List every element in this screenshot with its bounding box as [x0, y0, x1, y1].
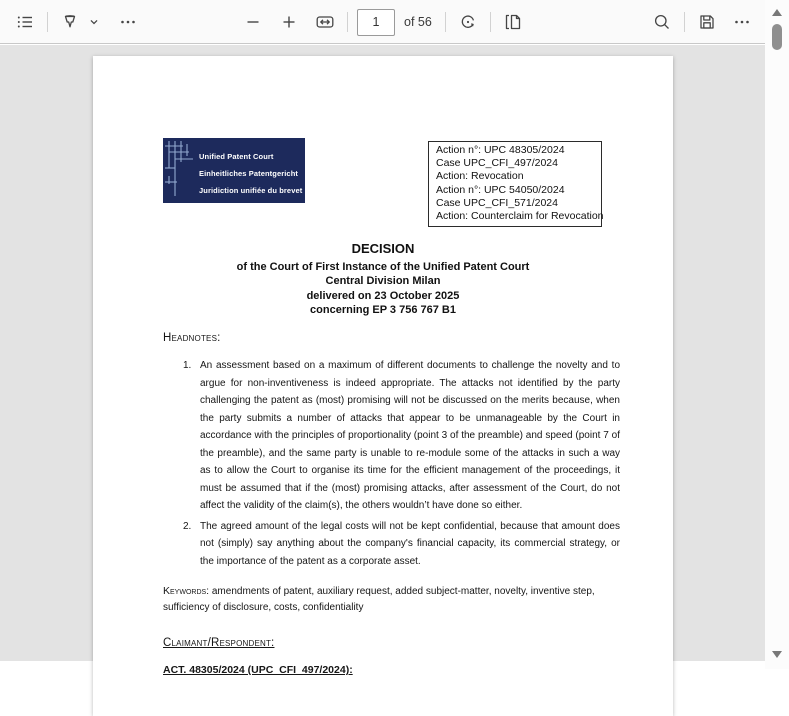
headnote-text: The agreed amount of the legal costs will not be kept confidential, because that amount does not (simply) say anything about the company's financial capacity, its commercial strategy, or the importance of the patent as a corporate asset.	[200, 520, 620, 567]
ellipsis-icon	[732, 12, 752, 32]
toolbar-divider	[445, 12, 446, 32]
rotate-icon	[458, 12, 478, 32]
toolbar-divider	[490, 12, 491, 32]
upc-logo-text	[199, 148, 302, 199]
search-icon	[652, 12, 672, 32]
keywords-text: amendments of patent, auxiliary request, added subject-matter, novelty, inventive step, sufficiency of disclosure, costs, confidentiality	[163, 586, 595, 613]
zoom-out-button[interactable]	[238, 7, 268, 37]
case-box-line: Action: Counterclaim for Revocation	[436, 210, 604, 223]
subtitle-line: concerning EP 3 756 767 B1	[310, 304, 456, 317]
logo-line: Einheitliches Patentgericht	[199, 169, 298, 178]
subtitle-line: of the Court of First Instance of the Unified Patent Court	[236, 261, 530, 273]
search-button[interactable]	[647, 7, 677, 37]
case-box-line: Action: Revocation	[436, 170, 524, 183]
draw-highlighter-button[interactable]	[55, 7, 85, 37]
headnotes-heading: Headnotes:	[163, 332, 221, 344]
headnotes-list	[183, 357, 620, 570]
toolbar-left-group	[10, 7, 143, 37]
vertical-scrollbar[interactable]	[765, 0, 789, 669]
pdf-page-1	[93, 56, 673, 716]
fit-width-icon	[315, 12, 335, 32]
zoom-in-button[interactable]	[274, 7, 304, 37]
rotate-button[interactable]	[453, 7, 483, 37]
more-tools-button[interactable]	[113, 7, 143, 37]
subtitle-line: Central Division Milan	[325, 275, 441, 288]
scrollbar-thumb[interactable]	[772, 24, 782, 50]
table-of-contents-icon	[15, 12, 35, 32]
pdf-viewer-canvas[interactable]	[0, 45, 765, 676]
logo-line: Unified Patent Court	[199, 152, 274, 161]
upc-logo-pattern	[163, 138, 197, 208]
headnote-number: 1.	[183, 360, 192, 371]
case-box-line: Action n°: UPC 54050/2024	[436, 183, 565, 196]
page-count-label: of 56	[404, 15, 432, 29]
logo-line: Juridiction unifiée du brevet	[199, 186, 303, 195]
decision-title-block	[93, 241, 673, 318]
document-title: DECISION	[351, 241, 415, 256]
highlighter-pen-icon	[60, 12, 80, 32]
toolbar-divider	[347, 12, 348, 32]
minus-icon	[243, 12, 263, 32]
toolbar-divider	[47, 12, 48, 32]
headnote-text: An assessment based on a maximum of different documents to challenge the novelty and to argue for non-inventiveness is indeed appropriate. The attacks not identified by the party challenging the patent as (most) promising will not be discussed on the merits because, when the party submits a number of attacks that appear to be unmanageable by the Court in accordance with the principles of proportionality (point 3 of the preamble) and speed (point 7 of the preamble), and the same party is unable to re-module some of the attacks in such a way as to allow the Court to organise its time for the efficient management of the proceedings, it must be assumed that if the (most) promising attacks, after assessment of the Court, do not affect the validity of the claim(s), the others wouldn’t have done so either.	[200, 360, 620, 511]
subtitle-line: delivered on 23 October 2025	[306, 289, 460, 302]
chevron-down-icon	[87, 15, 101, 29]
page-view-icon	[503, 12, 523, 32]
toolbar-center-group	[238, 7, 528, 37]
scroll-up-arrow-icon[interactable]	[772, 9, 782, 16]
more-options-button[interactable]	[727, 7, 757, 37]
act-heading: ACT. 48305/2024 (UPC_CFI_497/2024):	[163, 664, 353, 676]
document-body	[163, 332, 619, 676]
case-box-line: Case UPC_CFI_497/2024	[436, 157, 558, 170]
upc-logo	[163, 138, 305, 203]
toolbar-divider	[684, 12, 685, 32]
scroll-down-arrow-icon[interactable]	[772, 651, 782, 658]
draw-options-dropdown[interactable]	[85, 7, 103, 37]
headnote-item	[183, 518, 620, 571]
page-view-button[interactable]	[498, 7, 528, 37]
case-box-line: Case UPC_CFI_571/2024	[436, 196, 558, 209]
ellipsis-icon	[118, 12, 138, 32]
save-button[interactable]	[692, 7, 722, 37]
fit-to-width-button[interactable]	[310, 7, 340, 37]
keywords-paragraph	[163, 584, 619, 615]
headnote-number: 2.	[183, 520, 192, 532]
claimant-respondent-heading	[163, 637, 619, 649]
case-box-line: Action n°: UPC 48305/2024	[436, 144, 565, 156]
save-floppy-icon	[697, 12, 717, 32]
keywords-label: Keywords:	[163, 585, 210, 597]
toolbar-right-group	[647, 7, 757, 37]
page-number-input[interactable]	[357, 9, 395, 36]
case-reference-box	[428, 141, 602, 227]
table-of-contents-button[interactable]	[10, 7, 40, 37]
headnote-item	[183, 357, 620, 515]
claimant-respondent-label: Claimant/Respondent:	[163, 637, 275, 649]
plus-icon	[279, 12, 299, 32]
pdf-toolbar	[0, 0, 765, 44]
